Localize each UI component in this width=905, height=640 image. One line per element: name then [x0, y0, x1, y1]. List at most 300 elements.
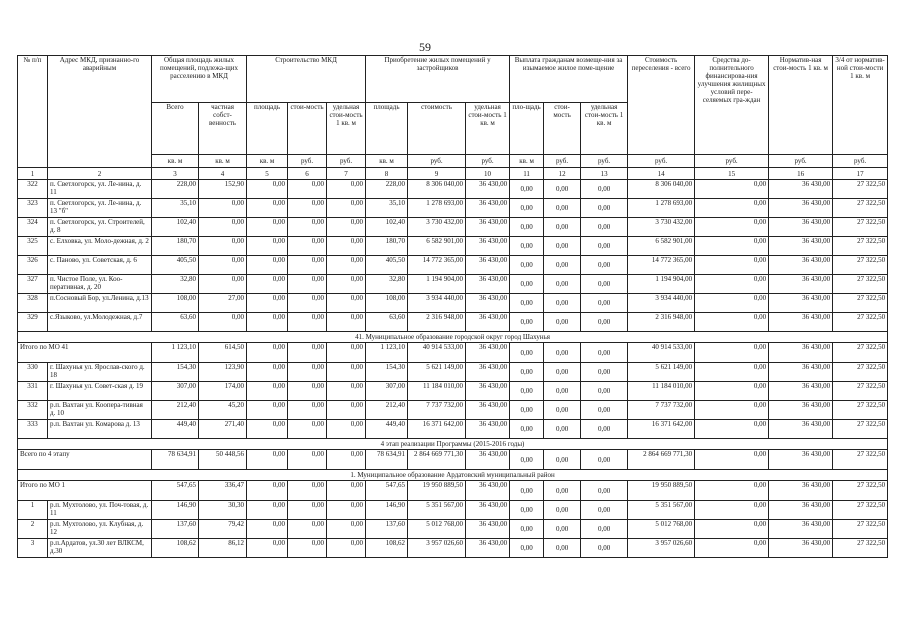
row-number: 323	[18, 199, 48, 218]
table-row	[18, 539, 888, 558]
table-cell: 0,00	[544, 237, 581, 256]
address-cell: р.п. Вахтан ул. Коопера-тивная д. 10	[48, 401, 152, 420]
table-cell: 36 430,00	[769, 237, 833, 256]
row-number: 330	[18, 363, 48, 382]
column-number: 3	[152, 168, 199, 180]
table-cell: 36 430,00	[466, 275, 510, 294]
unit-label: руб.	[833, 155, 888, 168]
table-cell: 27 322,50	[833, 382, 888, 401]
table-cell: 36 430,00	[769, 401, 833, 420]
table-cell: 0,00	[327, 481, 366, 501]
header-resettlement-cost: Стоимость переселения - всего	[628, 56, 695, 155]
table-cell: 11 184 010,00	[408, 382, 466, 401]
table-cell: 0,00	[288, 313, 327, 332]
table-cell: 86,12	[199, 539, 247, 558]
table-cell: 0,00	[288, 180, 327, 199]
section-heading: 1. Муниципальное образование Ардатовский муниципальный район	[18, 470, 888, 481]
subheader: стои-мость	[544, 103, 581, 155]
table-cell: 36 430,00	[466, 539, 510, 558]
table-cell: 0,00	[327, 382, 366, 401]
table-cell: 6 582 901,00	[408, 237, 466, 256]
table-cell: 1 194 904,00	[628, 275, 695, 294]
table-cell: 5 351 567,00	[628, 501, 695, 520]
column-number: 2	[48, 168, 152, 180]
table-cell: 36 430,00	[466, 218, 510, 237]
table-cell: 0,00	[288, 420, 327, 439]
table-row	[18, 401, 888, 420]
column-number: 8	[366, 168, 408, 180]
address-cell: р.п. Мухтолово, ул. Клубная, д. 12	[48, 520, 152, 539]
table-cell: 0,00	[695, 180, 769, 199]
table-cell: 0,00	[288, 199, 327, 218]
table-row	[18, 363, 888, 382]
table-cell: 212,40	[152, 401, 199, 420]
total-row	[18, 481, 888, 501]
subheader: стоимость	[408, 103, 466, 155]
table-cell: 0,00	[544, 401, 581, 420]
column-number: 12	[544, 168, 581, 180]
table-cell: 27 322,50	[833, 539, 888, 558]
table-cell: 0,00	[510, 420, 544, 439]
table-cell: 0,00	[510, 199, 544, 218]
table-cell: 180,70	[152, 237, 199, 256]
table-cell: 174,00	[199, 382, 247, 401]
table-cell: 0,00	[327, 313, 366, 332]
header-construction: Строительство МКД	[247, 56, 366, 103]
header-three-quarters-cost: 3/4 от норматив-ной стои-мости 1 кв. м	[833, 56, 888, 155]
table-cell: 0,00	[581, 520, 628, 539]
table-cell: 0,00	[695, 382, 769, 401]
table-cell: 0,00	[581, 237, 628, 256]
table-cell: 0,00	[510, 294, 544, 313]
table-cell: 79,42	[199, 520, 247, 539]
table-cell: 0,00	[510, 256, 544, 275]
unit-label: кв. м	[247, 155, 288, 168]
table-cell: 0,00	[544, 450, 581, 470]
table-cell: 0,00	[288, 256, 327, 275]
table-cell: 0,00	[544, 520, 581, 539]
address-cell: г. Шахунья ул. Ярослав-ского д. 18	[48, 363, 152, 382]
table-cell: 0,00	[544, 256, 581, 275]
address-cell: с.Языково, ул.Молодежная, д.7	[48, 313, 152, 332]
page-number: 59	[419, 40, 431, 54]
table-cell: 27 322,50	[833, 363, 888, 382]
table-cell: 0,00	[288, 539, 327, 558]
table-cell: 0,00	[199, 313, 247, 332]
table-cell: 0,00	[510, 401, 544, 420]
table-cell: 0,00	[247, 401, 288, 420]
table-cell: 36 430,00	[769, 420, 833, 439]
table-cell: 27 322,50	[833, 501, 888, 520]
table-cell: 0,00	[544, 363, 581, 382]
table-cell: 1 194 904,00	[408, 275, 466, 294]
table-cell: 3 730 432,00	[628, 218, 695, 237]
table-cell: 0,00	[510, 363, 544, 382]
table-cell: 36 430,00	[769, 256, 833, 275]
table-cell: 5 621 149,00	[628, 363, 695, 382]
table-cell: 27 322,50	[833, 199, 888, 218]
table-cell: 449,40	[152, 420, 199, 439]
table-cell: 307,00	[366, 382, 408, 401]
subheader: площадь	[366, 103, 408, 155]
table-cell: 0,00	[327, 180, 366, 199]
table-cell: 0,00	[327, 199, 366, 218]
table-cell: 0,00	[247, 343, 288, 363]
table-cell: 1 278 693,00	[628, 199, 695, 218]
table-cell: 0,00	[581, 256, 628, 275]
table-cell: 78 634,91	[366, 450, 408, 470]
table-cell: 2 316 948,00	[408, 313, 466, 332]
table-cell: 108,62	[152, 539, 199, 558]
table-row	[18, 218, 888, 237]
table-cell: 36 430,00	[466, 199, 510, 218]
table-cell: 0,00	[247, 294, 288, 313]
table-cell: 27 322,50	[833, 450, 888, 470]
table-cell: 32,80	[152, 275, 199, 294]
table-cell: 0,00	[510, 382, 544, 401]
table-cell: 180,70	[366, 237, 408, 256]
table-cell: 36 430,00	[466, 401, 510, 420]
table-cell: 108,00	[366, 294, 408, 313]
header-address: Адрес МКД, признанно-го аварийным	[48, 56, 152, 168]
table-cell: 0,00	[327, 237, 366, 256]
address-cell: р.п.Ардатов, ул.30 лет ВЛКСМ, д.30	[48, 539, 152, 558]
column-number: 11	[510, 168, 544, 180]
table-cell: 0,00	[199, 275, 247, 294]
table-cell: 0,00	[327, 501, 366, 520]
table-cell: 11 184 010,00	[628, 382, 695, 401]
table-cell: 32,80	[366, 275, 408, 294]
row-number: 2	[18, 520, 48, 539]
table-row	[18, 180, 888, 199]
table-cell: 27 322,50	[833, 343, 888, 363]
row-number: 326	[18, 256, 48, 275]
table-cell: 36 430,00	[466, 363, 510, 382]
table-cell: 36 430,00	[769, 363, 833, 382]
table-cell: 0,00	[247, 256, 288, 275]
header-additional-funding: Средства до-полнительного финансирова-ния улучшения жилищных условий пере-селяемых гра-ждан	[695, 56, 769, 155]
table-cell: 0,00	[695, 237, 769, 256]
table-cell: 0,00	[581, 313, 628, 332]
table-cell: 36 430,00	[466, 501, 510, 520]
header-compensation: Выплата гражданам возмеще-ния за изымаемое жилое поме-щение	[510, 56, 628, 103]
table-cell: 0,00	[510, 520, 544, 539]
table-row	[18, 501, 888, 520]
table-cell: 0,00	[581, 501, 628, 520]
table-cell: 16 371 642,00	[408, 420, 466, 439]
subheader: удельная стои-мость 1 кв. м	[327, 103, 366, 155]
unit-label: кв. м	[510, 155, 544, 168]
row-number: 324	[18, 218, 48, 237]
row-number: 332	[18, 401, 48, 420]
table-cell: 63,60	[366, 313, 408, 332]
address-cell: п.Сосновый Бор, ул.Ленина, д.13	[48, 294, 152, 313]
subheader: пло-щадь	[510, 103, 544, 155]
table-cell: 146,90	[152, 501, 199, 520]
table-cell: 547,65	[366, 481, 408, 501]
unit-label: руб.	[628, 155, 695, 168]
column-number: 4	[199, 168, 247, 180]
table-cell: 16 371 642,00	[628, 420, 695, 439]
table-cell: 146,90	[366, 501, 408, 520]
table-row	[18, 275, 888, 294]
table-cell: 0,00	[288, 501, 327, 520]
table-cell: 0,00	[327, 294, 366, 313]
section-heading-row	[18, 470, 888, 481]
table-cell: 36 430,00	[769, 450, 833, 470]
table-cell: 154,30	[152, 363, 199, 382]
table-cell: 36 430,00	[466, 520, 510, 539]
column-number: 1	[18, 168, 48, 180]
address-cell: п. Светлогорск, ул. Ле-нина, д. 13 "б"	[48, 199, 152, 218]
total-row	[18, 450, 888, 470]
table-row	[18, 256, 888, 275]
table-cell: 0,00	[247, 180, 288, 199]
table-cell: 0,00	[581, 450, 628, 470]
table-row	[18, 382, 888, 401]
unit-label: кв. м	[152, 155, 199, 168]
subheader: стои-мость	[288, 103, 327, 155]
table-cell: 0,00	[199, 199, 247, 218]
unit-label: руб.	[466, 155, 510, 168]
table-cell: 0,00	[581, 539, 628, 558]
table-cell: 137,60	[152, 520, 199, 539]
table-cell: 27 322,50	[833, 218, 888, 237]
table-cell: 36 430,00	[466, 294, 510, 313]
table-cell: 0,00	[544, 501, 581, 520]
table-cell: 0,00	[199, 237, 247, 256]
column-number: 6	[288, 168, 327, 180]
table-cell: 0,00	[288, 363, 327, 382]
table-cell: 0,00	[581, 199, 628, 218]
address-cell: р.п. Мухтолово, ул. Поч-товая, д. 11	[48, 501, 152, 520]
table-cell: 27 322,50	[833, 401, 888, 420]
header-normative-cost: Норматив-ная стои-мость 1 кв. м	[769, 56, 833, 155]
table-cell: 0,00	[247, 237, 288, 256]
address-cell: п. Чистое Поле, ул. Коо-перативная, д. 20	[48, 275, 152, 294]
table-cell: 0,00	[288, 401, 327, 420]
total-row	[18, 343, 888, 363]
table-cell: 0,00	[581, 401, 628, 420]
table-cell: 137,60	[366, 520, 408, 539]
table-cell: 0,00	[199, 218, 247, 237]
table-cell: 2 316 948,00	[628, 313, 695, 332]
table-cell: 7 737 732,00	[628, 401, 695, 420]
section-heading: 41. Муниципальное образование городской округ город Шахунья	[18, 332, 888, 343]
table-cell: 2 864 669 771,30	[408, 450, 466, 470]
table-cell: 5 012 768,00	[408, 520, 466, 539]
table-cell: 0,00	[510, 539, 544, 558]
table-cell: 27 322,50	[833, 294, 888, 313]
table-cell: 0,00	[288, 218, 327, 237]
row-number: 322	[18, 180, 48, 199]
unit-label: руб.	[769, 155, 833, 168]
subheader: удельная стои-мость 1 кв. м	[581, 103, 628, 155]
table-cell: 0,00	[247, 420, 288, 439]
table-cell: 3 934 440,00	[408, 294, 466, 313]
table-cell: 36 430,00	[769, 218, 833, 237]
table-cell: 547,65	[152, 481, 199, 501]
table-cell: 108,00	[152, 294, 199, 313]
table-cell: 36 430,00	[466, 382, 510, 401]
table-cell: 0,00	[581, 275, 628, 294]
table-cell: 36 430,00	[466, 481, 510, 501]
table-cell: 0,00	[695, 218, 769, 237]
table-cell: 102,40	[152, 218, 199, 237]
unit-label: руб.	[544, 155, 581, 168]
table-cell: 35,10	[366, 199, 408, 218]
table-cell: 0,00	[247, 382, 288, 401]
table-cell: 0,00	[581, 218, 628, 237]
table-row	[18, 199, 888, 218]
table-cell: 0,00	[327, 256, 366, 275]
row-number: 3	[18, 539, 48, 558]
table-cell: 27 322,50	[833, 237, 888, 256]
table-cell: 0,00	[581, 363, 628, 382]
subheader: Всего	[152, 103, 199, 155]
table-cell: 405,50	[152, 256, 199, 275]
table-cell: 0,00	[544, 294, 581, 313]
table-cell: 0,00	[581, 294, 628, 313]
total-label: Итого по МО 1	[18, 481, 152, 501]
table-cell: 40 914 533,00	[408, 343, 466, 363]
table-cell: 27 322,50	[833, 275, 888, 294]
column-number: 9	[408, 168, 466, 180]
table-cell: 3 957 026,60	[408, 539, 466, 558]
table-cell: 0,00	[695, 275, 769, 294]
table-cell: 212,40	[366, 401, 408, 420]
table-cell: 102,40	[366, 218, 408, 237]
section-heading: 4 этап реализации Программы (2015-2016 годы)	[18, 439, 888, 450]
table-cell: 0,00	[695, 294, 769, 313]
row-number: 1	[18, 501, 48, 520]
table-cell: 36 430,00	[466, 343, 510, 363]
address-cell: р.п. Вахтан ул. Комарова д. 13	[48, 420, 152, 439]
table-cell: 36 430,00	[769, 199, 833, 218]
table-cell: 36 430,00	[466, 256, 510, 275]
header-total-area: Общая площадь жилых помещений, подлежа-щих расселению в МКД	[152, 56, 247, 103]
table-cell: 78 634,91	[152, 450, 199, 470]
table-cell: 0,00	[510, 218, 544, 237]
table-cell: 40 914 533,00	[628, 343, 695, 363]
address-cell: с. Паново, ул. Советская, д. 6	[48, 256, 152, 275]
table-cell: 0,00	[695, 420, 769, 439]
table-cell: 27 322,50	[833, 256, 888, 275]
table-cell: 36 430,00	[769, 294, 833, 313]
table-cell: 405,50	[366, 256, 408, 275]
unit-label: руб.	[327, 155, 366, 168]
column-number: 7	[327, 168, 366, 180]
table-cell: 2 864 669 771,30	[628, 450, 695, 470]
table-cell: 8 306 040,00	[408, 180, 466, 199]
column-number: 14	[628, 168, 695, 180]
address-cell: п. Светлогорск, ул. Строителей, д. 8	[48, 218, 152, 237]
table-cell: 0,00	[288, 237, 327, 256]
unit-label: руб.	[581, 155, 628, 168]
table-body	[18, 168, 888, 558]
table-cell: 0,00	[510, 450, 544, 470]
table-cell: 63,60	[152, 313, 199, 332]
table-cell: 0,00	[695, 401, 769, 420]
table-cell: 0,00	[695, 363, 769, 382]
table-cell: 0,00	[695, 520, 769, 539]
table-cell: 0,00	[199, 256, 247, 275]
header-row-number: № п/п	[18, 56, 48, 168]
table-cell: 0,00	[510, 343, 544, 363]
table-cell: 27 322,50	[833, 180, 888, 199]
table-cell: 1 123,10	[152, 343, 199, 363]
table-cell: 449,40	[366, 420, 408, 439]
table-cell: 0,00	[544, 343, 581, 363]
table-cell: 30,30	[199, 501, 247, 520]
table-cell: 36 430,00	[769, 275, 833, 294]
table-cell: 3 957 026,60	[628, 539, 695, 558]
table-cell: 228,00	[152, 180, 199, 199]
total-label: Всего по 4 этапу	[18, 450, 152, 470]
table-cell: 108,62	[366, 539, 408, 558]
table-cell: 0,00	[544, 218, 581, 237]
table-cell: 0,00	[247, 199, 288, 218]
address-cell: с. Елховка, ул. Моло-дежная, д. 2	[48, 237, 152, 256]
row-number: 331	[18, 382, 48, 401]
table-cell: 614,50	[199, 343, 247, 363]
address-cell: г. Шахунья ул. Совет-ская д. 19	[48, 382, 152, 401]
table-cell: 0,00	[510, 481, 544, 501]
table-cell: 0,00	[288, 343, 327, 363]
row-number: 328	[18, 294, 48, 313]
subheader: удельная стои-мость 1 кв. м	[466, 103, 510, 155]
table-cell: 36 430,00	[769, 382, 833, 401]
table-cell: 0,00	[544, 199, 581, 218]
table-cell: 36 430,00	[466, 313, 510, 332]
table-cell: 0,00	[510, 313, 544, 332]
table-cell: 0,00	[510, 501, 544, 520]
table-cell: 0,00	[327, 363, 366, 382]
table-cell: 3 730 432,00	[408, 218, 466, 237]
table-row	[18, 237, 888, 256]
table-cell: 0,00	[288, 450, 327, 470]
table-cell: 0,00	[247, 218, 288, 237]
table-cell: 0,00	[247, 450, 288, 470]
column-numbers-row	[18, 168, 888, 180]
table-cell: 0,00	[247, 539, 288, 558]
table-cell: 50 448,56	[199, 450, 247, 470]
table-cell: 0,00	[327, 401, 366, 420]
table-cell: 3 934 440,00	[628, 294, 695, 313]
table-cell: 0,00	[247, 520, 288, 539]
table-row	[18, 294, 888, 313]
table-cell: 0,00	[544, 275, 581, 294]
table-cell: 0,00	[544, 313, 581, 332]
table-cell: 27 322,50	[833, 481, 888, 501]
table-cell: 0,00	[544, 481, 581, 501]
unit-label: руб.	[695, 155, 769, 168]
table-cell: 1 123,10	[366, 343, 408, 363]
table-cell: 8 306 040,00	[628, 180, 695, 199]
table-cell: 1 278 693,00	[408, 199, 466, 218]
table-cell: 0,00	[581, 481, 628, 501]
table-cell: 36 430,00	[769, 481, 833, 501]
table-cell: 0,00	[581, 180, 628, 199]
resettlement-table	[17, 55, 888, 558]
table-cell: 36 430,00	[466, 420, 510, 439]
table-cell: 0,00	[510, 237, 544, 256]
table-cell: 0,00	[327, 275, 366, 294]
table-cell: 5 012 768,00	[628, 520, 695, 539]
table-cell: 36 430,00	[466, 180, 510, 199]
table-row	[18, 420, 888, 439]
table-cell: 36 430,00	[769, 343, 833, 363]
